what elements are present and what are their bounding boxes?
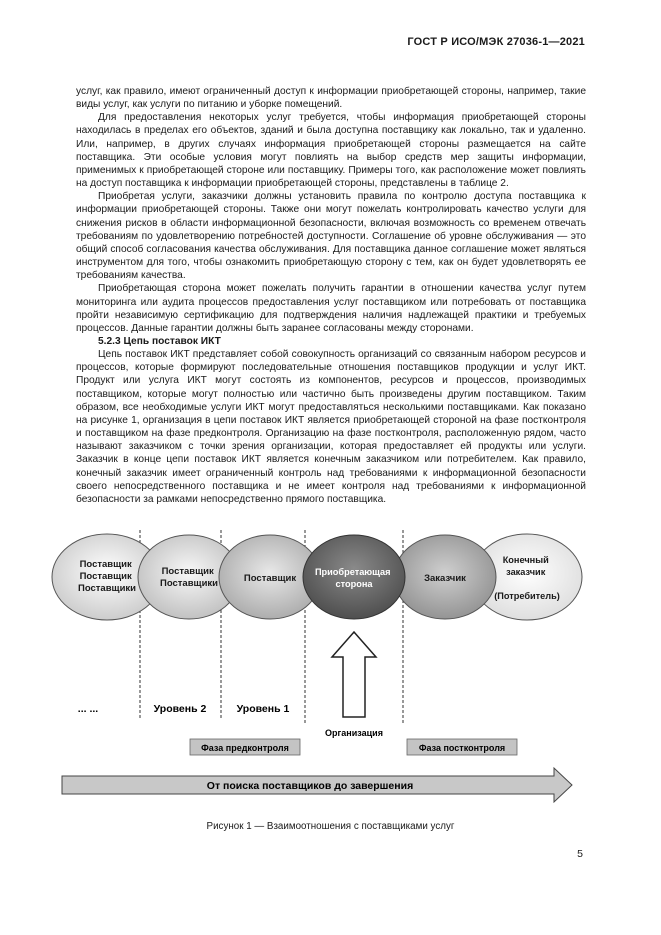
figure-caption: Рисунок 1 — Взаимоотношения с поставщиками услуг xyxy=(206,821,455,832)
paragraph: Приобретая услуги, заказчики должны установить правила по контролю доступа поставщика к информации приобретающей стороны. Также они могут пожелать контролировать качество услуги для снижения рисков в области информационной безопасности, включая возможность со временем отвечать требованиям по удовлетворению потребностей доступности. Соглашение об уровне обслуживания — это общий способ согласования качества обслуживания. Для поставщика данное соглашение может являться инструментом для того, чтобы ознакомить приобретающую сторону с тем, как он будет удовлетворять ее требованиям качества. xyxy=(76,191,586,282)
ellipse-label: Заказчик xyxy=(424,573,466,584)
paragraph: Цепь поставок ИКТ представляет собой совокупность организаций со связанным набором ресурсов и процессов, которые формируют последовательные отношения поставщиков продукции и услуг ИКТ. Продукт или услуга ИКТ могут состоять из компонентов, ресурсов и процессов, производимых поставщиком, которые могут полностью или частично быть произведены другим поставщиком. Таким образом, все необходимые услуги ИКТ могут предоставляться несколькими поставщиками. Как показано на рисунке 1, организация в цепи поставок ИКТ является приобретающей стороной на фазе постконтроля и поставщиком на фазе предконтроля. Организацию на фазе постконтроля, расположенную рядом, часто называют заказчиком с точки зрения организации, которая предоставляет ей продукты или услуги. Заказчик в конце цепи поставок ИКТ является конечным заказчиком или потребителем. Как правило, конечный заказчик имеет ограниченный контроль над требованиями к информационной безопасности своего непосредственного поставщика и не имеет контроля над требованиями к информационной безопасности за рамками непосредственно прямого поставщика. xyxy=(76,349,586,505)
paragraph: услуг, как правило, имеют ограниченный доступ к информации приобретающей стороны, например, такие виды услуг, как услуги по питанию и уборке помещений. xyxy=(76,86,586,111)
phase-pre-label: Фаза предконтроля xyxy=(201,743,289,753)
organization-label: Организация xyxy=(325,728,383,738)
ellipse-label: Поставщик xyxy=(243,573,297,584)
ellipse-acquirer xyxy=(303,535,405,619)
document-header: ГОСТ Р ИСО/МЭК 27036-1—2021 xyxy=(407,36,585,48)
ellipse-label: Поставщик Поставщики xyxy=(159,566,219,589)
level-label: ... ... xyxy=(77,703,99,715)
ellipse-label: Приобретающая сторона xyxy=(314,567,391,589)
flow-arrow-label: От поиска поставщиков до завершения xyxy=(206,780,414,792)
ellipse-label: Поставщик Поставщик Поставщики xyxy=(77,559,137,594)
body-text xyxy=(76,85,586,506)
paragraph: Для предоставления некоторых услуг требуется, чтобы информация приобретающей стороны находилась в пределах его объектов, зданий и была доступна поставщику как локально, так и удаленно. Или, например, в других случаях информация приобретающей стороны размещается на сайте поставщика. Эти особые условия могут повлиять на выбор средств мер защиты информации, применимых к приобретающей стороне или поставщику. Примеры того, как расположение может повлиять на доступ поставщика к информации приобретающей стороны, представлены в таблице 2. xyxy=(76,112,586,190)
level-label: Уровень 2 xyxy=(153,703,207,715)
page-number: 5 xyxy=(577,848,583,860)
section-heading: 5.2.3 Цепь поставок ИКТ xyxy=(98,335,221,347)
paragraph: Приобретающая сторона может пожелать получить гарантии в отношении качества услуг путем мониторинга или аудита процессов предоставления услуг поставщиком или потребовать от поставщика пройти независимую сертификацию для подтверждения наличия надлежащей практики и требуемых процессов. Данные гарантии должны быть заранее согласованы между сторонами. xyxy=(76,283,586,334)
ellipse-label: Конечный заказчик (Потребитель) xyxy=(494,555,560,601)
supply-chain-figure xyxy=(0,525,661,815)
phase-post-label: Фаза постконтроля xyxy=(418,743,506,753)
level-label: Уровень 1 xyxy=(236,703,290,715)
up-arrow-icon xyxy=(332,632,376,717)
